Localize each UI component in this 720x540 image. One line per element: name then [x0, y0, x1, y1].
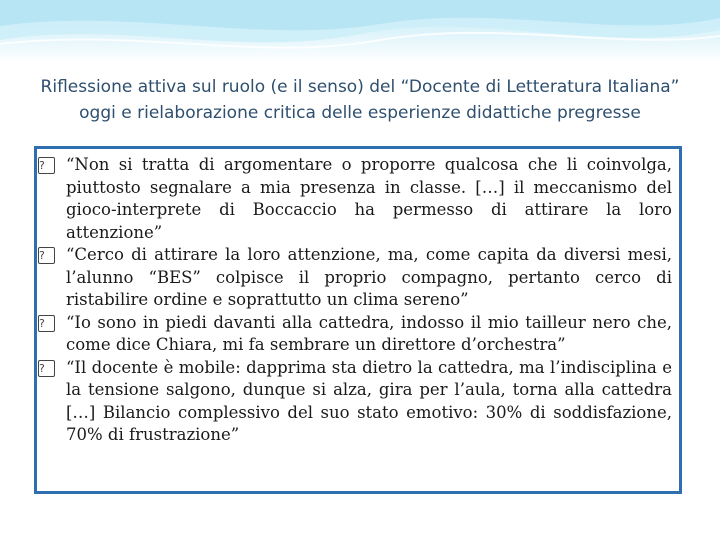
list-item [38, 244, 672, 312]
bullet-icon: ? [38, 247, 55, 264]
title-line-1: Riflessione attiva sul ruolo (e il senso) del “Docente di Letteratura Italiana” [40, 77, 680, 97]
title-line-2: oggi e rielaborazione critica delle esperienze didattiche pregresse [79, 103, 641, 123]
bullet-icon: ? [38, 157, 55, 174]
bullet-text: “Non si tratta di argomentare o proporre qualcosa che li coinvolga, piuttosto segnalare a mia presenza in classe. […] il meccanismo del gioco-interprete di Boccaccio ha permesso di attirare la loro attenzione” [66, 155, 672, 242]
list-item [38, 357, 672, 447]
header-decoration [0, 0, 720, 62]
bullet-text: “Io sono in piedi davanti alla cattedra, indosso il mio tailleur nero che, come dice Chiara, mi fa sembrare un direttore d’orchestra” [66, 312, 672, 354]
bullet-icon: ? [38, 360, 55, 377]
bullet-text: “Cerco di attirare la loro attenzione, ma, come capita da diversi mesi, l’alunno “BES” colpisce il proprio compagno, pertanto cerco di ristabilire ordine e soprattutto un clima sereno” [66, 245, 672, 309]
bullet-list [38, 154, 672, 447]
bullet-text: “Il docente è mobile: dapprima sta dietro la cattedra, ma l’indisciplina e la tensione salgono, dunque si alza, gira per l’aula, torna alla cattedra […] Bilancio complessivo del suo stato emotivo: 30% di soddisfazione, 70% di frustrazione” [66, 357, 672, 444]
header-wave [0, 0, 720, 62]
bullet-icon: ? [38, 315, 55, 332]
list-item [38, 312, 672, 357]
list-item [38, 154, 672, 244]
slide-title [30, 74, 690, 126]
